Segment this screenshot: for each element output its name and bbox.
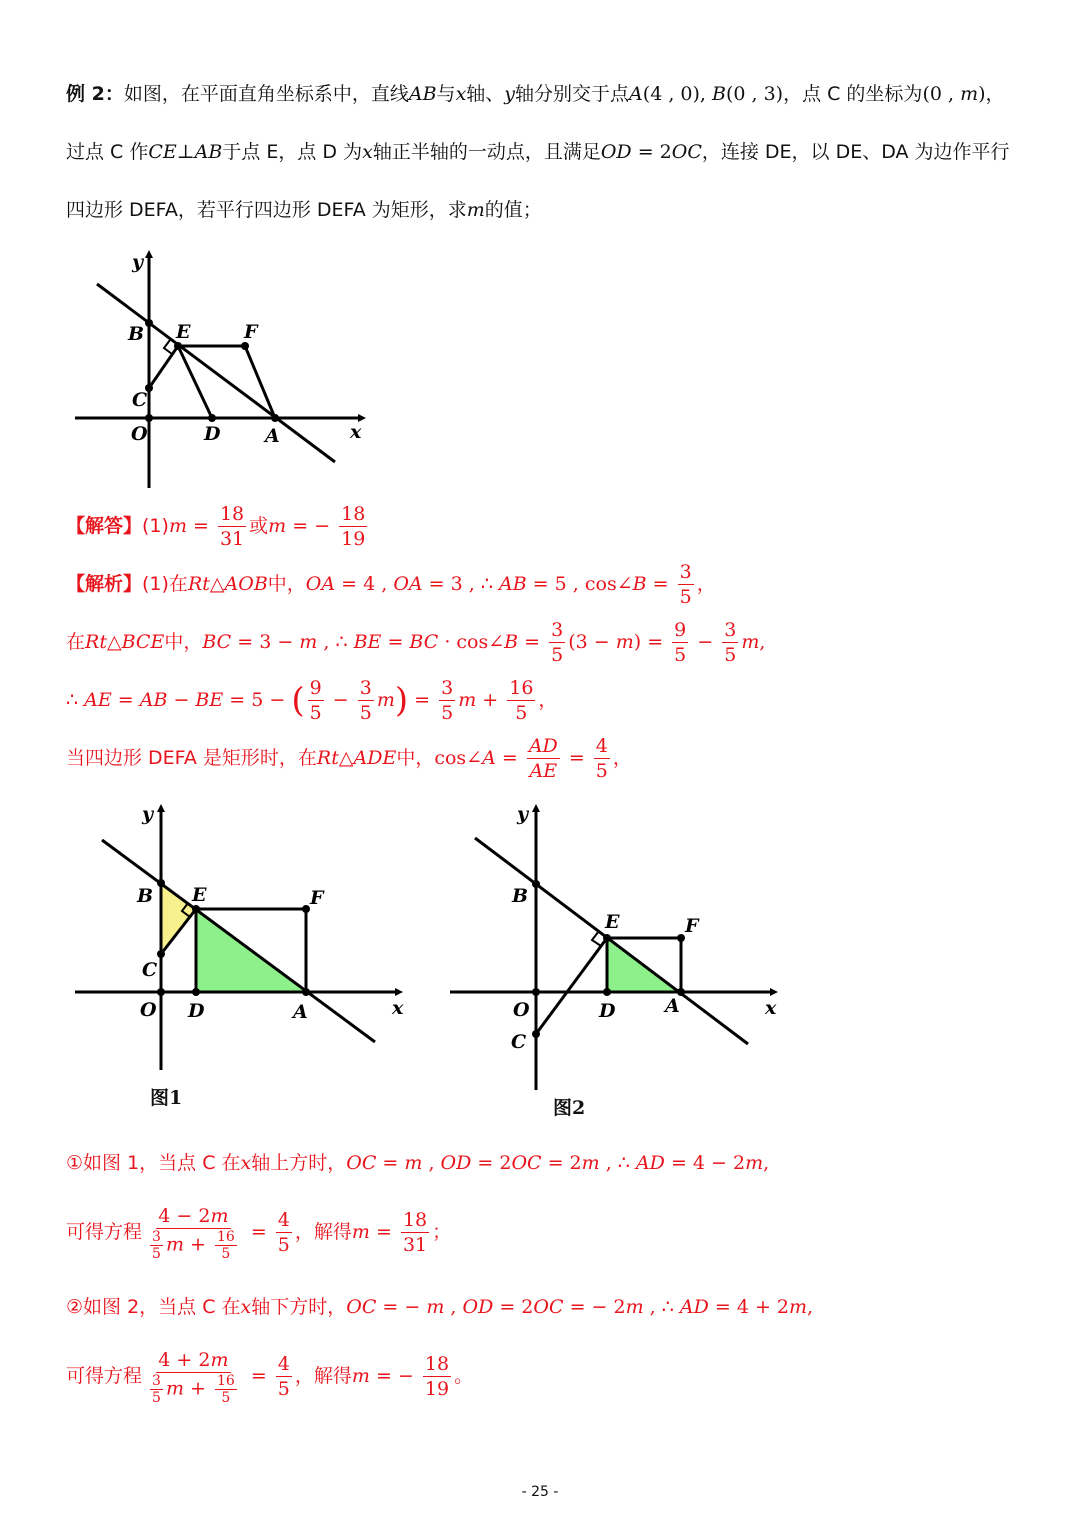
problem-label: 例 2： xyxy=(66,83,124,105)
fig2-point-F xyxy=(677,934,685,942)
case2-line-2: 可得方程 4 + 2m $\frac{3}{5}$ m + $\frac{16}{5}$ = $\frac{4}{5}$ ，解得m = − $\frac{18}{19}$ 。 xyxy=(66,1348,474,1406)
problem-line-3: 四边形 DEFA，若平行四边形 DEFA 为矩形，求m的值； xyxy=(66,199,542,221)
main-label-A: A xyxy=(265,425,280,447)
fig2-point-O xyxy=(532,988,540,996)
fig1-label-D: D xyxy=(188,1000,205,1022)
case2-line-1: ②如图 2，当点 C 在x轴下方时，OC = − m , OD = 2OC = − 2m , ∴ AD = 4 + 2m, xyxy=(66,1296,814,1318)
main-label-E: E xyxy=(176,321,191,343)
fig1-label-O: O xyxy=(140,999,157,1021)
fig2-label-O: O xyxy=(513,999,530,1021)
main-y-arrow xyxy=(145,250,153,258)
fig2-point-C xyxy=(532,1030,540,1038)
fig2-point-E xyxy=(603,934,611,942)
main-label-x: x xyxy=(350,421,362,443)
fig1-label-E: E xyxy=(192,884,207,906)
analysis-line-4: 当四边形 DEFA 是矩形时，在Rt△ADE中，cos∠A = $\frac{AD}{AE}$ = $\frac{4}{5}$ ， xyxy=(66,735,632,782)
fig1-point-F xyxy=(302,905,310,913)
page-number: - 25 - xyxy=(521,1484,559,1500)
fig2-label-D: D xyxy=(599,1000,616,1022)
problem-line-1: 例 2：如图，在平面直角坐标系中，直线AB与x轴、y轴分别交于点A(4 , 0), B(0 , 3)，点 C 的坐标为(0 , m)， xyxy=(66,83,1005,105)
main-point-B xyxy=(145,319,153,327)
main-point-F xyxy=(241,342,249,350)
fig1-point-E xyxy=(192,905,200,913)
fig1-point-A xyxy=(302,988,310,996)
fig2-point-B xyxy=(532,880,540,888)
fig1-x-arrow xyxy=(395,988,403,996)
analysis-label: 【解析】 xyxy=(66,573,143,595)
fig1-label-F: F xyxy=(310,887,324,909)
fig1-point-D xyxy=(192,988,200,996)
main-label-D: D xyxy=(204,423,221,445)
fig1-label-A: A xyxy=(293,1001,308,1023)
fig2-label-E: E xyxy=(605,911,620,933)
fig1-point-B xyxy=(157,879,165,887)
fig1-label-C: C xyxy=(142,959,158,981)
figure-1-caption: 图1 xyxy=(150,1087,183,1109)
figure-2-caption: 图2 xyxy=(553,1097,586,1119)
analysis-line-2: 在Rt△BCE中，BC = 3 − m , ∴ BE = BC · cos∠B = $\frac{3}{5}$ (3 − m) = $\frac{9}{5}$ − $\frac{3}{5}$ m, xyxy=(66,619,766,666)
main-point-E xyxy=(174,342,182,350)
fig2-label-A: A xyxy=(665,995,680,1017)
fig2-y-arrow xyxy=(532,804,540,812)
fig2-label-y: y xyxy=(517,803,529,825)
fig1-yellow-triangle xyxy=(161,883,196,954)
fig1-label-x: x xyxy=(392,997,404,1019)
analysis-line-1: 【解析】(1)在Rt△AOB中，OA = 4 , OA = 3 , ∴ AB = 5 , cos∠B = $\frac{3}{5}$ ， xyxy=(66,561,716,608)
answer-label: 【解答】 xyxy=(66,515,143,537)
main-label-O: O xyxy=(131,423,148,445)
problem-line-2: 过点 C 作CE⊥AB于点 E，点 D 为x轴正半轴的一动点，且满足OD = 2OC，连接 DE，以 DE、DA 为边作平行 xyxy=(66,141,1010,163)
main-label-F: F xyxy=(244,321,258,343)
fig2-x-arrow xyxy=(770,988,778,996)
main-point-D xyxy=(208,414,216,422)
main-label-y: y xyxy=(132,251,144,273)
fig2-label-C: C xyxy=(511,1031,527,1053)
fig2-label-B: B xyxy=(512,885,529,907)
fig1-label-B: B xyxy=(137,885,154,907)
fig1-label-y: y xyxy=(142,803,154,825)
fig2-label-x: x xyxy=(765,997,777,1019)
fig2-point-D xyxy=(603,988,611,996)
case1-line-2: 可得方程 4 − 2m $\frac{3}{5}$ m + $\frac{16}{5}$ = $\frac{4}{5}$ ，解得m = $\frac{18}{31}$ ； xyxy=(66,1204,452,1262)
analysis-line-3: ∴ AE = AB − BE = 5 − ( $\frac{9}{5}$ − $\frac{3}{5}$ m) = $\frac{3}{5}$ m + $\frac{16}{5}$ ， xyxy=(66,677,558,724)
answer-line: 【解答】(1)m = $\frac{18}{31}$ 或m = − $\frac{18}{19}$ xyxy=(66,503,366,550)
main-label-B: B xyxy=(128,323,145,345)
main-point-O xyxy=(145,414,153,422)
main-point-A xyxy=(271,414,279,422)
figure-2 xyxy=(445,800,785,1100)
main-label-C: C xyxy=(132,389,148,411)
fig1-y-arrow xyxy=(157,804,165,812)
fig1-point-C xyxy=(157,950,165,958)
case1-line-1: ①如图 1，当点 C 在x轴上方时，OC = m , OD = 2OC = 2m , ∴ AD = 4 − 2m, xyxy=(66,1152,770,1174)
fig1-point-O xyxy=(157,988,165,996)
main-figure xyxy=(60,250,380,495)
figure-1 xyxy=(70,800,410,1100)
fig2-label-F: F xyxy=(685,915,699,937)
